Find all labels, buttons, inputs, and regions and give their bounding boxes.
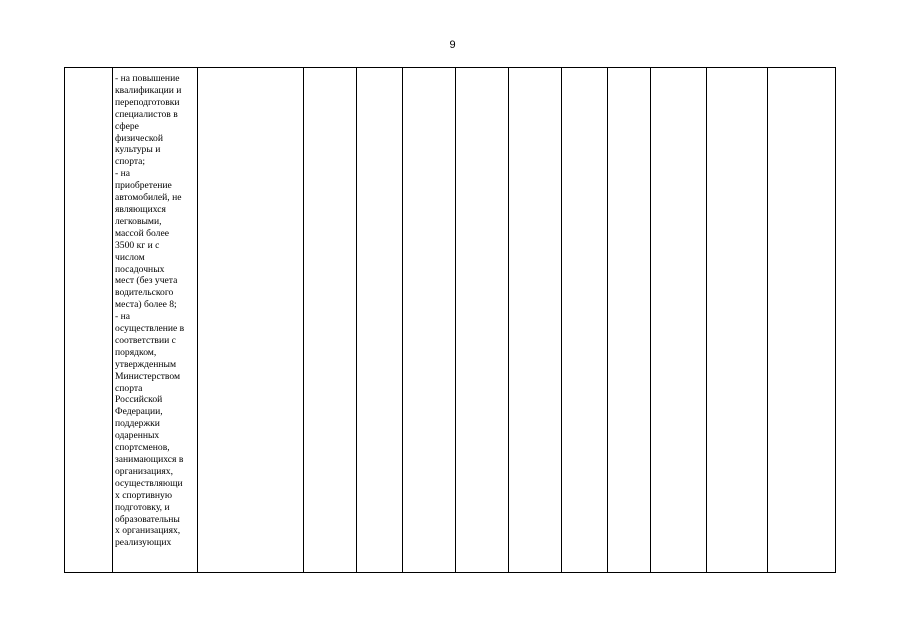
description-line: х организациях, — [115, 525, 181, 537]
description-line: занимающихся в — [115, 454, 184, 465]
description-line: специалистов в — [115, 108, 178, 120]
description-line: легковыми, — [115, 215, 162, 227]
description-line: Федерации, — [115, 406, 163, 418]
description-line: соответствии с — [115, 334, 176, 346]
table-cell — [707, 68, 768, 573]
description-line: утвержденным — [115, 358, 177, 370]
description-line: спорта; — [115, 156, 146, 168]
table-cell — [651, 68, 707, 573]
table-cell-description — [113, 68, 198, 573]
description-line: - на — [115, 168, 130, 180]
table-cell — [304, 68, 357, 573]
description-line: культуры и — [115, 144, 161, 156]
table-cell — [509, 68, 562, 573]
description-line: квалификации и — [115, 84, 182, 96]
description-text — [113, 68, 197, 549]
table-cell-number — [65, 68, 113, 573]
description-line: массой более — [115, 227, 169, 239]
description-line: переподготовки — [115, 96, 180, 108]
table-cell — [198, 68, 304, 573]
description-line: мест (без учета — [115, 275, 178, 287]
table-cell — [456, 68, 509, 573]
description-line: образовательны — [115, 513, 180, 525]
description-line: осуществляющи — [115, 477, 183, 489]
page-number: 9 — [449, 39, 456, 51]
description-line: поддержки — [115, 418, 160, 430]
description-line: - на — [115, 311, 130, 323]
table-cell — [768, 68, 836, 573]
description-line: спорта — [115, 382, 143, 394]
table-cell — [562, 68, 608, 573]
description-line: реализующих — [115, 537, 172, 549]
description-line: водительского — [115, 287, 174, 299]
description-line: одаренных — [115, 430, 160, 442]
description-line: Министерством — [115, 370, 181, 382]
table-cell — [608, 68, 651, 573]
description-line: Российской — [115, 394, 163, 406]
description-line: посадочных — [115, 263, 165, 275]
description-line: числом — [115, 251, 145, 263]
table-cell — [357, 68, 403, 573]
description-line: являющихся — [115, 203, 166, 215]
description-line: спортсменов, — [115, 442, 170, 454]
description-line: 3500 кг и с — [115, 239, 160, 251]
table-row — [65, 68, 836, 573]
description-line: физической — [115, 132, 163, 144]
data-table — [64, 67, 836, 573]
description-line: автомобилей, не — [115, 192, 182, 204]
table-cell — [403, 68, 456, 573]
description-line: подготовку, и — [115, 501, 170, 513]
description-line: х спортивную — [115, 489, 173, 501]
description-line: порядком, — [115, 346, 157, 358]
description-line: места) более 8; — [115, 299, 177, 311]
description-line: сфере — [115, 120, 139, 132]
description-line: организациях, — [115, 465, 173, 477]
description-line: - на повышение — [115, 73, 180, 84]
description-line: осуществление в — [115, 323, 185, 335]
description-line: приобретение — [115, 180, 172, 192]
